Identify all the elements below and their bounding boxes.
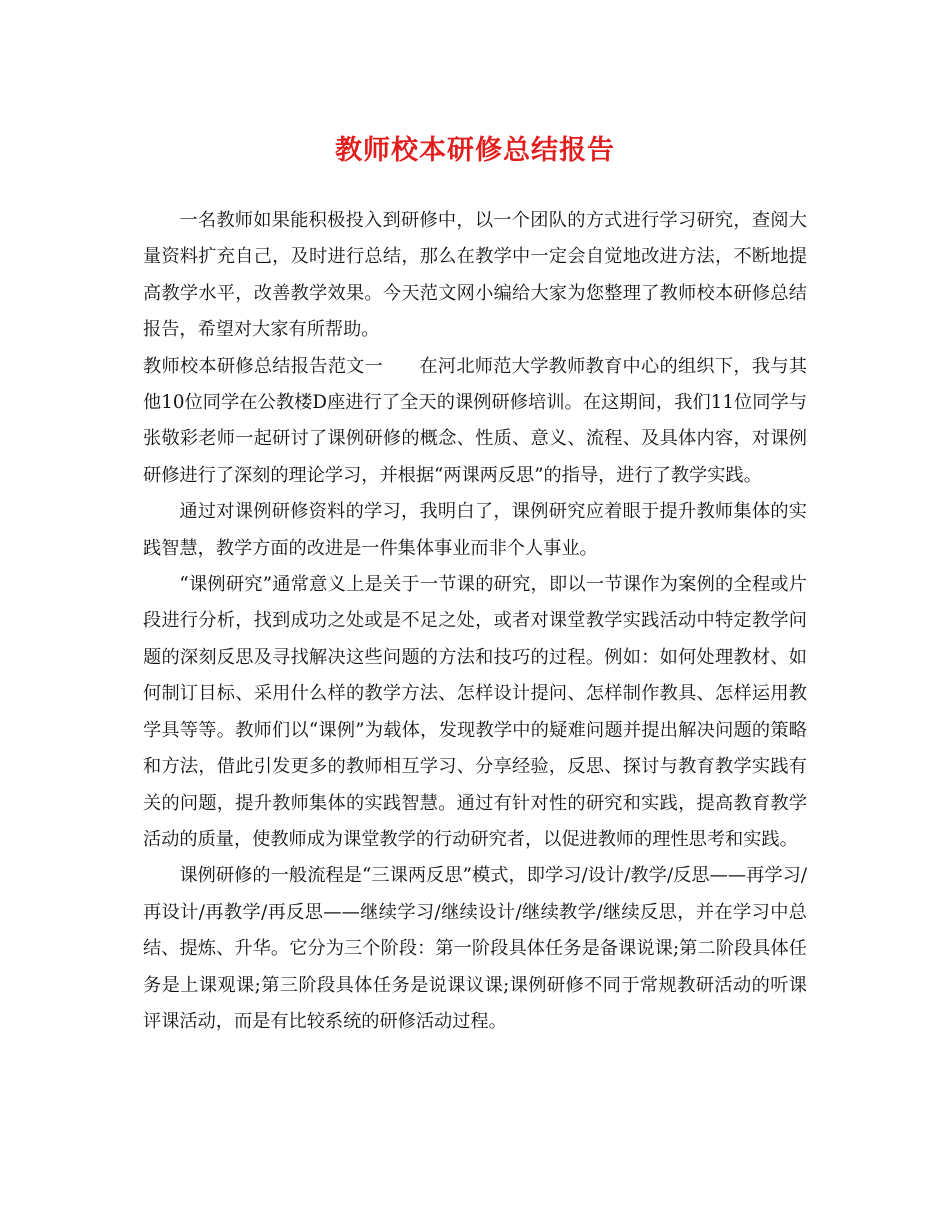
sample-paragraph xyxy=(143,349,807,495)
intro-paragraph: 一名教师如果能积极投入到研修中，以一个团队的方式进行学习研究，查阅大量资料扩充自己，及时进行总结，那么在教学中一定会自觉地改进方法，不断地提高教学水平，改善教学效果。今天范文网小编给大家为您整理了教师校本研修总结报告，希望对大家有所帮助。 xyxy=(143,210,807,341)
document-title: 教师校本研修总结报告 xyxy=(335,135,615,166)
sample-first-paragraph: 在河北师范大学教师教育中心的组织下，我与其他10位同学在公教楼D座进行了全天的课例研修培训。在这期间，我们11位同学与张敬彩老师一起研讨了课例研修的概念、性质、意义、流程、及具体内容，对课例研修进行了深刻的理论学习，并根据“两课两反思”的指导，进行了教学实践。 xyxy=(143,355,807,486)
body-paragraph: “课例研究”通常意义上是关于一节课的研究，即以一节课作为案例的全程或片段进行分析，找到成功之处或是不足之处，或者对课堂教学实践活动中特定教学问题的深刻反思及寻找解决这些问题的方法和技巧的过程。例如：如何处理教材、如何制订目标、采用什么样的教学方法、怎样设计提问、怎样制作教具、怎样运用教学具等等。教师们以“课例”为载体，发现教学中的疑难问题并提出解决问题的策略和方法，借此引发更多的教师相互学习、分享经验，反思、探讨与教育教学实践有关的问题，提升教师集体的实践智慧。通过有针对性的研究和实践，提高教育教学活动的质量，使教师成为课堂教学的行动研究者，以促进教师的理性思考和实践。 xyxy=(143,574,807,850)
document-body xyxy=(143,203,807,1040)
body-paragraph: 课例研修的一般流程是“三课两反思”模式，即学习/设计/教学/反思——再学习/再设计/再教学/再反思——继续学习/继续设计/继续教学/继续反思，并在学习中总结、提炼、升华。它分为三个阶段：第一阶段具体任务是备课说课;第二阶段具体任务是上课观课;第三阶段具体任务是说课议课;课例研修不同于常规教研活动的听课评课活动，而是有比较系统的研修活动过程。 xyxy=(143,865,807,1032)
body-paragraph: 通过对课例研修资料的学习，我明白了，课例研究应着眼于提升教师集体的实践智慧，教学方面的改进是一件集体事业而非个人事业。 xyxy=(143,501,807,559)
sample-heading: 教师校本研修总结报告范文一 xyxy=(143,355,384,377)
